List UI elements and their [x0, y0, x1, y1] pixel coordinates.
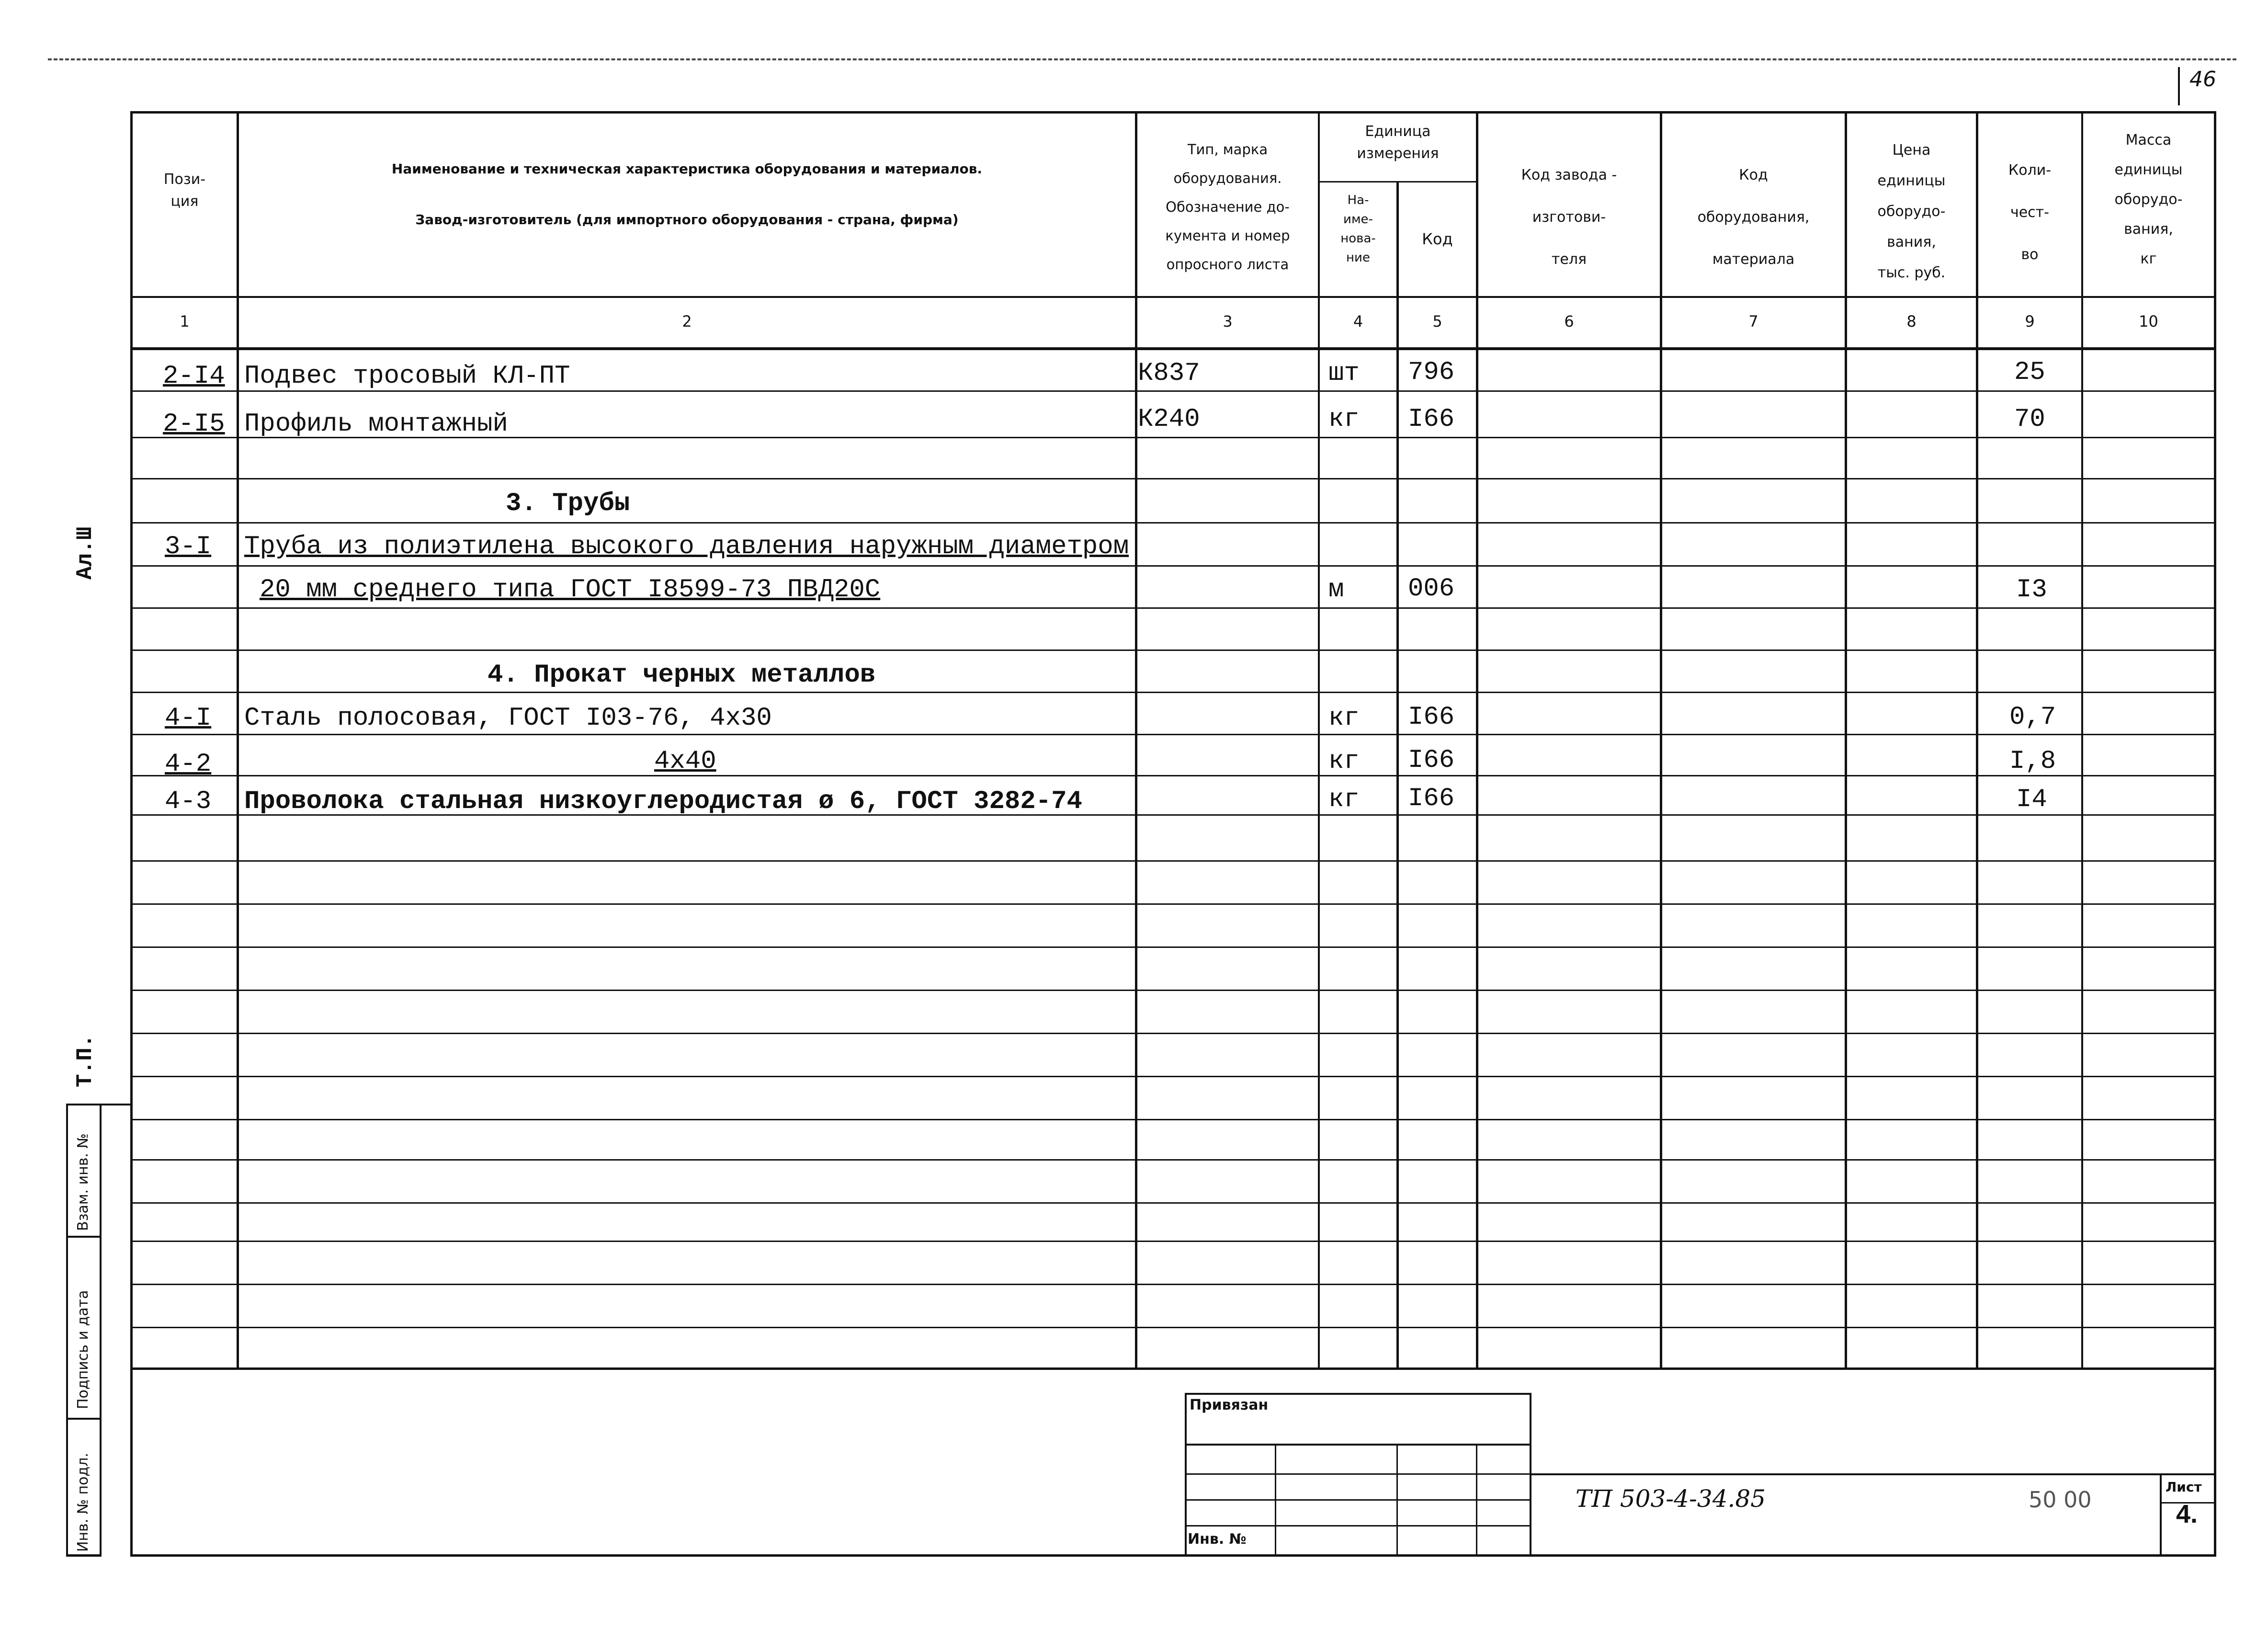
type-cell: К240: [1138, 405, 1200, 434]
header-position: Пози- ция: [163, 171, 206, 210]
code-cell: 796: [1408, 358, 1455, 387]
code-cell: I66: [1408, 784, 1455, 813]
sheet-label: Лист: [2166, 1479, 2202, 1495]
header-unit-group: Единица измерения: [1357, 123, 1439, 162]
header-quantity: Коли- чест- во: [2008, 162, 2052, 263]
column-number: 5: [1432, 312, 1442, 330]
row-rule: [130, 946, 2216, 948]
name-cell: Труба из полиэтилена высокого давления наружным диаметром: [244, 532, 1129, 561]
header-mass: Масса единицы оборудо- вания, кг: [2114, 132, 2183, 267]
row-rule: [130, 565, 2216, 567]
code-cell: I66: [1408, 703, 1455, 732]
row-rule: [130, 649, 2216, 651]
row-rule: [130, 1284, 2216, 1285]
position-cell: 4-I: [165, 704, 212, 733]
code-cell: I66: [1408, 746, 1455, 775]
header-material-code: Код оборудования, материала: [1697, 167, 1810, 268]
name-cell: Проволока стальная низкоуглеродистая ø 6, ГОСТ 3282-74: [244, 787, 1082, 816]
top-rule: [48, 58, 2236, 60]
column-number: 3: [1223, 312, 1233, 330]
unit-cell: кг: [1328, 704, 1360, 733]
column-number: 9: [2025, 312, 2035, 330]
margin-tp: Т.П.: [73, 1034, 98, 1087]
name-cell: 4х40: [654, 747, 716, 776]
margin-al: Ал.Ш: [73, 526, 98, 580]
row-rule: [130, 522, 2216, 524]
code-cell: 006: [1408, 574, 1455, 604]
row-rule: [130, 734, 2216, 735]
row-rule: [130, 692, 2216, 693]
row-rule: [130, 775, 2216, 776]
row-rule: [130, 478, 2216, 479]
column-number: 8: [1906, 312, 1916, 330]
column-number: 7: [1748, 312, 1758, 330]
code-cell: I66: [1408, 405, 1455, 434]
name-cell: Подвес тросовый КЛ-ПТ: [244, 362, 570, 391]
row-rule: [130, 607, 2216, 609]
sheet-number: 4.: [2176, 1500, 2198, 1528]
row-rule: [130, 1327, 2216, 1328]
header-unit-name: На- име- нова- ние: [1340, 193, 1376, 265]
row-rule: [130, 1241, 2216, 1242]
header-price: Цена единицы оборудо- вания, тыс. руб.: [1877, 142, 1946, 281]
quantity-cell: I,8: [2009, 747, 2056, 776]
stamp-inv-no: Инв. №: [1188, 1531, 1247, 1548]
position-cell: 2-I5: [163, 410, 225, 439]
column-number: 2: [682, 312, 692, 330]
name-cell: 20 мм среднего типа ГОСТ I8599-73 ПВД20С: [260, 575, 881, 604]
column-number: 4: [1353, 312, 1363, 330]
name-cell: Сталь полосовая, ГОСТ I03-76, 4х30: [244, 704, 772, 733]
quantity-cell: 0,7: [2009, 703, 2056, 732]
margin-signature-date: Подпись и дата: [75, 1290, 91, 1409]
position-cell: 2-I4: [163, 362, 225, 391]
column-number: 10: [2139, 312, 2158, 330]
row-rule: [130, 1159, 2216, 1161]
row-rule: [130, 990, 2216, 991]
row-rule: [130, 1119, 2216, 1120]
stamp-privyazan: Привязан: [1190, 1397, 1269, 1413]
album-number: 50 00: [2029, 1487, 2092, 1513]
type-cell: К837: [1138, 359, 1200, 388]
document-code: ТП 503-4-34.85: [1576, 1485, 1766, 1513]
unit-cell: кг: [1328, 405, 1360, 434]
row-rule: [130, 860, 2216, 862]
unit-cell: м: [1328, 575, 1344, 604]
header-name-line2: Завод-изготовитель (для импортного оборудования - страна, фирма): [415, 212, 959, 228]
margin-inv-podl: Инв. № подл.: [75, 1453, 91, 1552]
quantity-cell: 25: [2014, 358, 2045, 387]
row-rule: [130, 1033, 2216, 1034]
quantity-cell: I3: [2016, 575, 2047, 604]
header-name-line1: Наименование и техническая характеристика оборудования и материалов.: [391, 161, 983, 177]
page-number-bracket: [2178, 67, 2180, 105]
margin-vzam-inv: Взам. инв. №: [75, 1133, 91, 1231]
header-type: Тип, марка оборудования. Обозначение до- кумента и номер опросного листа: [1165, 141, 1290, 273]
name-cell: Профиль монтажный: [244, 410, 508, 439]
unit-cell: кг: [1328, 747, 1360, 776]
header-factory-code: Код завода - изготови- теля: [1521, 167, 1617, 268]
position-cell: 4-3: [165, 787, 212, 816]
column-number: 1: [180, 312, 190, 330]
position-cell: 3-I: [165, 532, 212, 561]
header-unit-code: Код: [1422, 230, 1453, 248]
row-rule: [130, 1202, 2216, 1204]
quantity-cell: 70: [2014, 405, 2045, 434]
position-cell: 4-2: [165, 750, 212, 779]
page-number: 46: [2189, 67, 2216, 91]
column-number: 6: [1564, 312, 1574, 330]
row-rule: [130, 903, 2216, 905]
quantity-cell: I4: [2016, 785, 2047, 814]
section-heading: 4. Прокат черных металлов: [488, 661, 876, 690]
section-heading: 3. Трубы: [506, 489, 630, 518]
unit-cell: кг: [1328, 785, 1360, 814]
row-rule: [130, 1076, 2216, 1077]
unit-cell: шт: [1328, 359, 1360, 388]
